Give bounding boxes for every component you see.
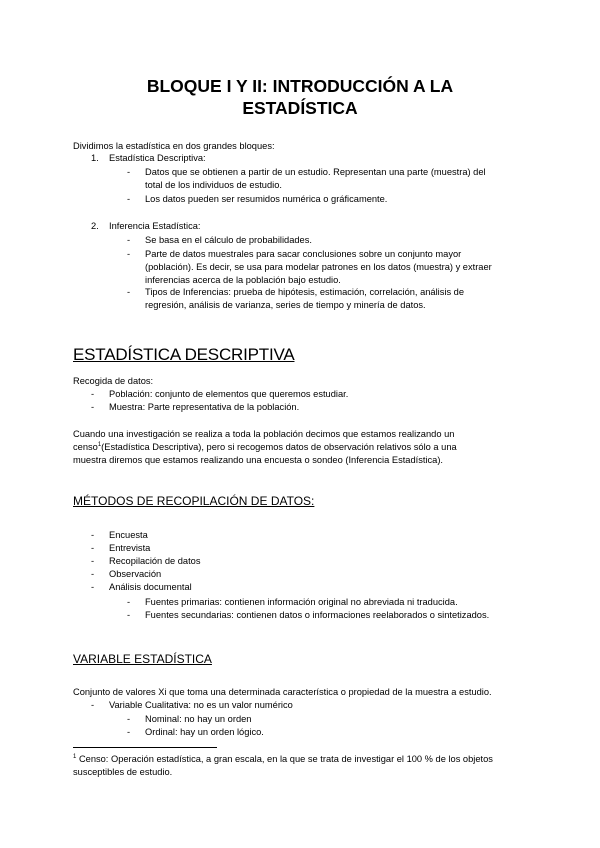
bullet: - — [91, 582, 95, 592]
censo-word: censo — [73, 442, 98, 452]
list-subitem: Fuentes secundarias: contienen datos o informaciones reelaborados o sintetizados. — [145, 610, 490, 620]
block-1-number: 1. — [91, 153, 99, 163]
bullet: - — [91, 556, 95, 566]
bullet: - — [127, 714, 131, 724]
list-item-cont: total de los individuos de estudio. — [145, 180, 282, 190]
recogida-label: Recogida de datos: — [73, 376, 154, 386]
footnote-line: susceptibles de estudio. — [73, 767, 173, 777]
section-heading-estadistica-descriptiva: ESTADÍSTICA DESCRIPTIVA — [73, 345, 295, 364]
footnote-separator — [73, 747, 217, 748]
list-item: Variable Cualitativa: no es un valor numérico — [109, 700, 293, 710]
bullet: - — [127, 167, 131, 177]
bullet: - — [127, 249, 131, 259]
list-subitem: Fuentes primarias: contienen información original no abreviada ni traducida. — [145, 597, 458, 607]
page-title-line1: BLOQUE I Y II: INTRODUCCIÓN A LA — [146, 76, 454, 96]
bullet: - — [91, 569, 95, 579]
list-item: Entrevista — [109, 543, 151, 553]
list-item-cont: (población). Es decir, se usa para modelar patrones en los datos (muestra) y extraer — [145, 262, 492, 272]
intro-text: Dividimos la estadística en dos grandes bloques: — [73, 141, 275, 151]
list-item: Recopilación de datos — [109, 556, 201, 566]
section-heading-metodos: MÉTODOS DE RECOPILACIÓN DE DATOS: — [73, 494, 315, 508]
list-subitem: Ordinal: hay un orden lógico. — [145, 727, 264, 737]
bullet: - — [91, 700, 95, 710]
section-heading-variable-estadistica: VARIABLE ESTADÍSTICA — [73, 652, 212, 666]
list-item: Observación — [109, 569, 162, 579]
footnote-text: Censo: Operación estadística, a gran escala, en la que se trata de investigar el 100 % de los objetos — [78, 754, 493, 764]
bullet: - — [91, 530, 95, 540]
bullet: - — [91, 543, 95, 553]
list-item: Se basa en el cálculo de probabilidades. — [145, 235, 312, 245]
paragraph-text: (Estadística Descriptiva), pero si recogemos datos de observación relativos sólo a una — [101, 442, 457, 452]
list-item: Población: conjunto de elementos que queremos estudiar. — [109, 389, 349, 399]
paragraph-line: Cuando una investigación se realiza a toda la población decimos que estamos realizando un — [73, 429, 455, 439]
block-2-number: 2. — [91, 221, 99, 231]
bullet: - — [127, 727, 131, 737]
paragraph-line: Conjunto de valores Xi que toma una determinada característica o propiedad de la muestra a estudio. — [73, 687, 492, 697]
bullet: - — [91, 389, 95, 399]
footnote-mark: 1 — [73, 753, 77, 760]
page-title-line2: ESTADÍSTICA — [242, 98, 358, 118]
list-item: Tipos de Inferencias: prueba de hipótesis, estimación, correlación, análisis de — [145, 287, 465, 297]
list-item: Encuesta — [109, 530, 148, 540]
bullet: - — [127, 597, 131, 607]
block-2-label: Inferencia Estadística: — [109, 221, 201, 231]
footnote-ref: 1 — [97, 441, 102, 448]
bullet: - — [91, 402, 95, 412]
bullet: - — [127, 194, 131, 204]
list-item: Muestra: Parte representativa de la población. — [109, 402, 300, 412]
list-item: Análisis documental — [109, 582, 192, 592]
list-item-cont: regresión, análisis de varianza, series de tiempo y minería de datos. — [145, 300, 426, 310]
bullet: - — [127, 287, 131, 297]
bullet: - — [127, 610, 131, 620]
block-1-label: Estadística Descriptiva: — [109, 153, 206, 163]
footnote-line — [73, 753, 493, 766]
list-subitem: Nominal: no hay un orden — [145, 714, 252, 724]
list-item: Datos que se obtienen a partir de un estudio. Representan una parte (muestra) del — [145, 167, 486, 177]
paragraph-line — [73, 441, 457, 454]
list-item: Los datos pueden ser resumidos numérica o gráficamente. — [145, 194, 388, 204]
list-item: Parte de datos muestrales para sacar conclusiones sobre un conjunto mayor — [145, 249, 462, 259]
paragraph-line: muestra diremos que estamos realizando una encuesta o sondeo (Inferencia Estadística). — [73, 455, 444, 465]
bullet: - — [127, 235, 131, 245]
list-item-cont: inferencias acerca de la población bajo estudio. — [145, 275, 341, 285]
